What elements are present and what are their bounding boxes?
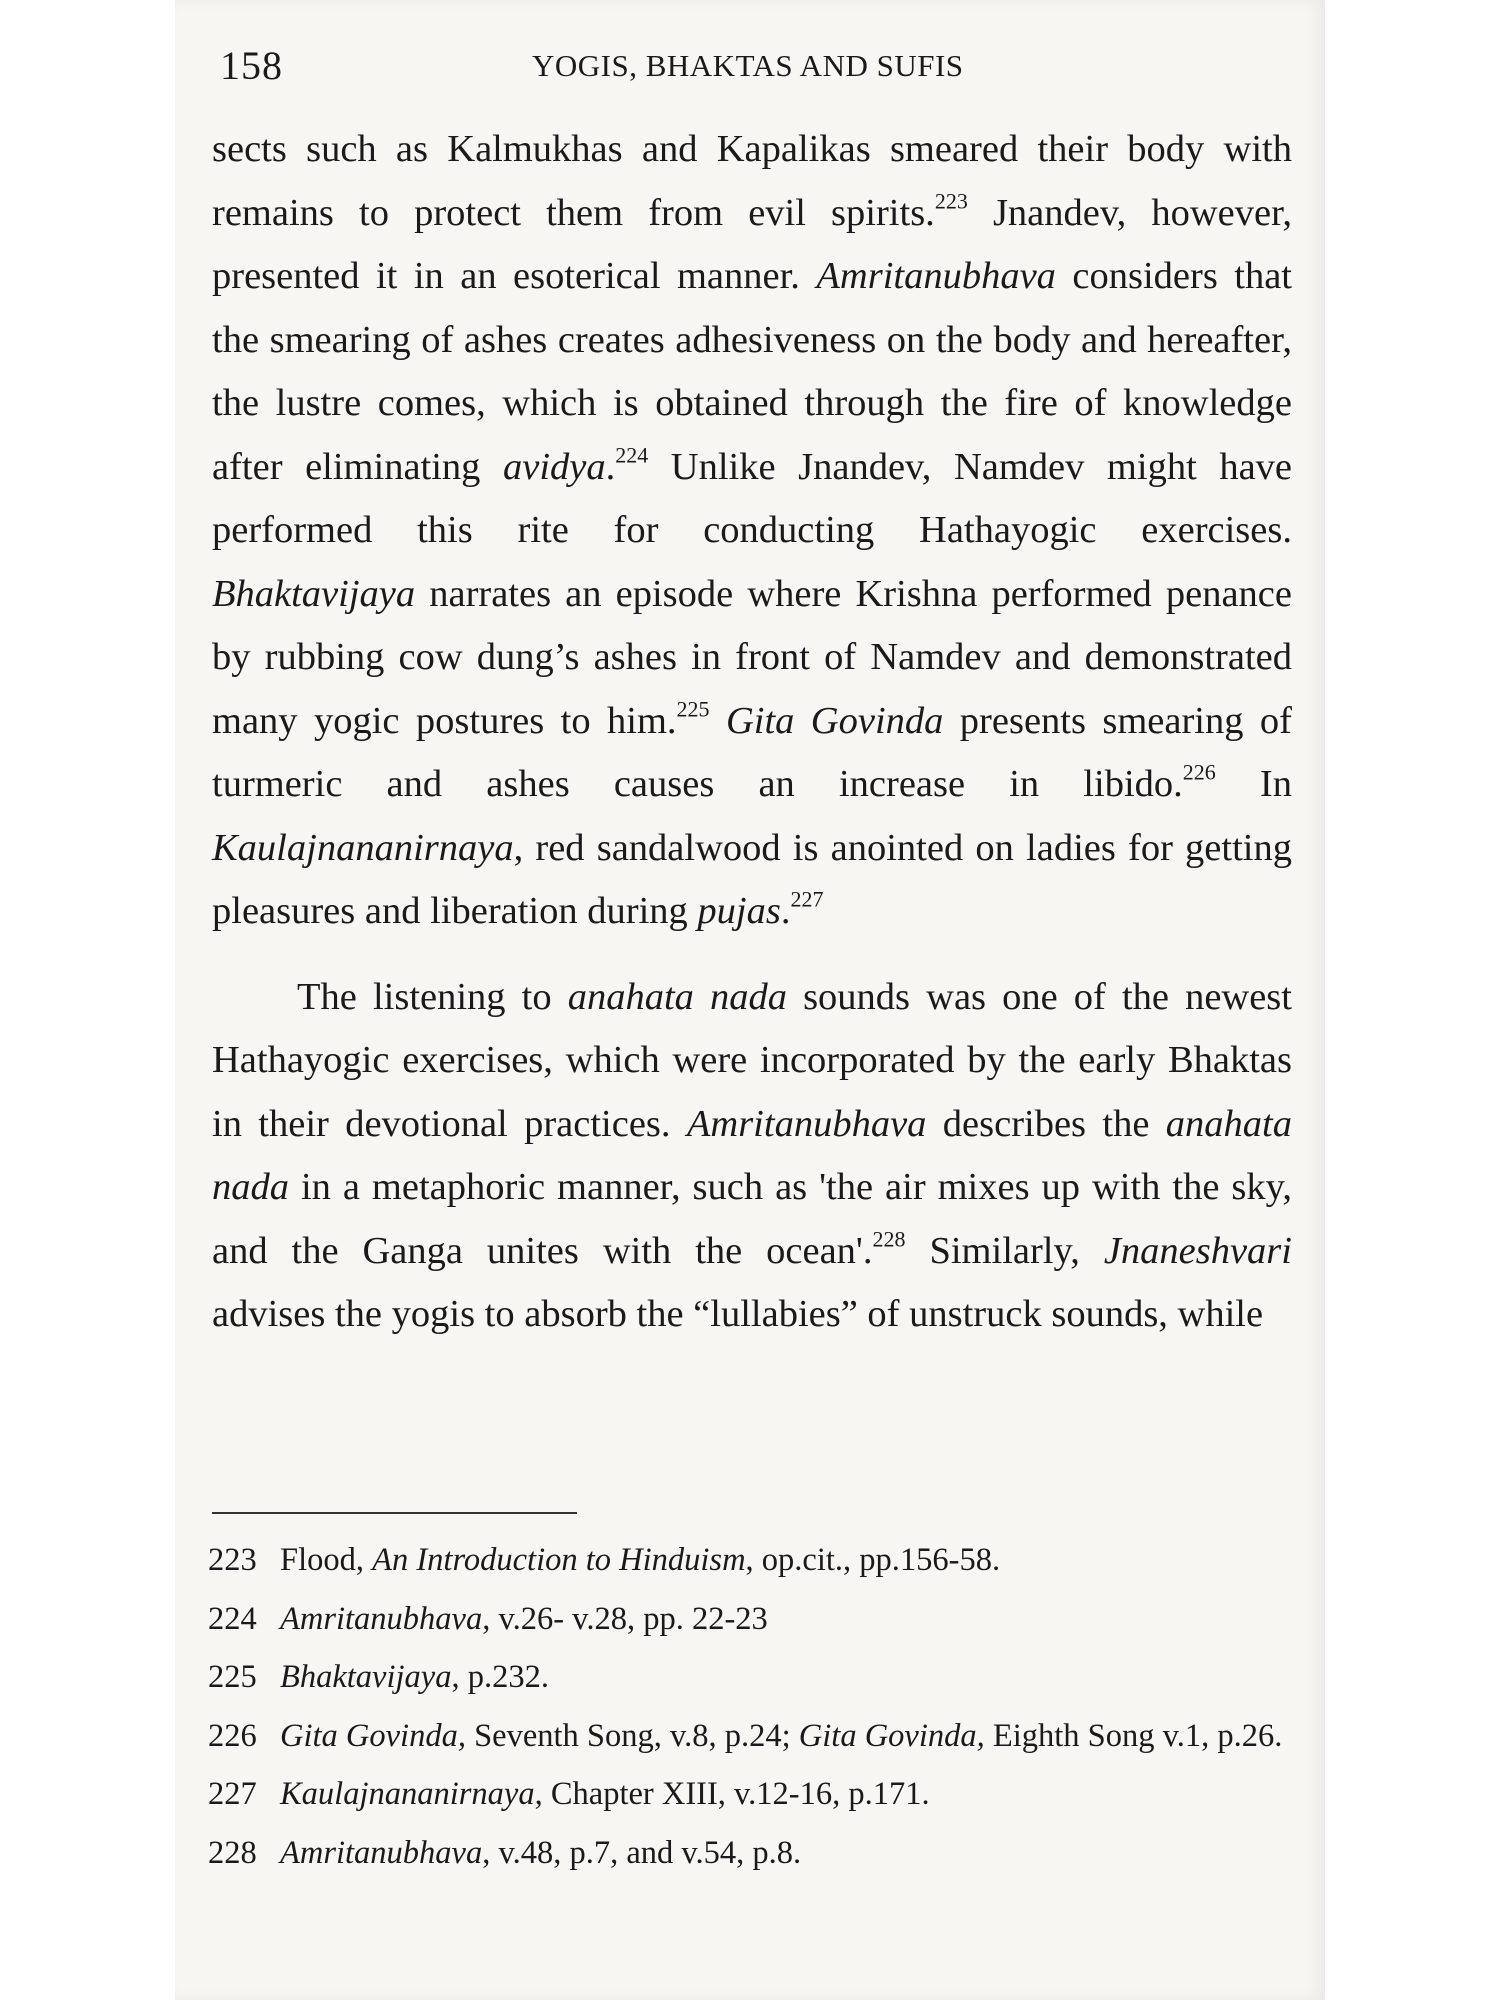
italic-term: Kaulajnananirnaya — [212, 826, 514, 869]
text-run: Similarly, — [905, 1229, 1104, 1272]
text-run: advises the yogis to absorb the “lullabies” of unstruck sounds, while — [212, 1293, 1264, 1335]
text-run: , op.cit., pp.156-58. — [745, 1542, 1001, 1578]
italic-term: anahata nada — [567, 975, 787, 1018]
italic-term: Amritanubhava — [686, 1102, 927, 1145]
footnote-text — [280, 1542, 1000, 1578]
text-run: . — [780, 890, 791, 932]
text-run: describes the — [926, 1102, 1166, 1145]
text-run: , v.26- v.28, pp. 22-23 — [482, 1600, 768, 1637]
page-header — [220, 42, 1300, 102]
footnote-text — [280, 1659, 549, 1695]
page-number: 158 — [220, 43, 283, 88]
body-text — [212, 118, 1292, 1347]
footnote-number: 225 — [208, 1659, 257, 1695]
italic-term: Amritanubhava — [816, 255, 1056, 297]
footnote-rule — [212, 1512, 577, 1514]
italic-term: anahata nada — [212, 1102, 1292, 1208]
footnotes — [208, 1538, 1298, 1889]
footnote-number: 224 — [208, 1600, 257, 1637]
text-run: The listening to — [297, 975, 568, 1018]
footnote-item — [208, 1597, 1298, 1641]
footnote-ref: 225 — [676, 696, 710, 721]
text-run: presents smearing of turmeric and ashes causes an increase in libido. — [212, 699, 1292, 805]
italic-term: pujas — [697, 890, 781, 932]
footnote-ref: 227 — [790, 886, 824, 912]
footnote-ref: 228 — [872, 1226, 906, 1251]
italic-term: Jnaneshvari — [1103, 1229, 1292, 1272]
footnote-text — [280, 1601, 768, 1637]
paragraph-1 — [212, 118, 1292, 944]
footnote-number: 228 — [208, 1834, 257, 1871]
italic-term: Kaulajnananirnaya — [280, 1776, 535, 1812]
text-run: Unlike Jnandev, Namdev might have performed this rite for conducting Hathayogic exercises. — [212, 445, 1293, 551]
footnote-number: 227 — [208, 1776, 257, 1812]
italic-term: Gita Govinda — [725, 699, 944, 742]
text-run: , p.232. — [451, 1659, 549, 1695]
italic-term: Bhaktavijaya — [280, 1659, 452, 1695]
text-run: considers that the smearing of ashes creates adhesiveness on the body and hereafter, the lustre comes, which is obtained through the fire of knowledge after eliminating — [212, 255, 1292, 488]
footnote-item — [208, 1831, 1298, 1875]
text-run: Eighth Song v.1, p.26. — [984, 1717, 1283, 1754]
footnote-ref: 224 — [615, 442, 649, 467]
text-run: Seventh Song, v.8, p.24; — [465, 1717, 799, 1754]
italic-term: An Introduction to Hinduism — [372, 1542, 746, 1578]
footnote-number: 226 — [208, 1717, 257, 1754]
italic-term: Gita Govinda, — [798, 1717, 985, 1754]
running-title: YOGIS, BHAKTAS AND SUFIS — [532, 48, 964, 83]
text-run: Jnandev, however, presented it in an esoterical manner. — [212, 191, 1292, 297]
text-run — [710, 700, 726, 742]
footnote-item — [208, 1538, 1298, 1582]
italic-term: avidya — [502, 445, 606, 488]
footnote-item — [208, 1714, 1298, 1758]
footnote-text — [280, 1776, 930, 1812]
text-run: , Chapter XIII, v.12-16, p.171. — [534, 1776, 930, 1812]
text-run: , red sandalwood is anointed on ladies for getting pleasures and liberation during — [212, 826, 1292, 932]
footnote-number: 223 — [208, 1542, 257, 1578]
footnote-ref: 226 — [1182, 759, 1216, 785]
text-run: , v.48, p.7, and v.54, p.8. — [482, 1834, 802, 1871]
paragraph-2 — [212, 966, 1292, 1347]
text-run: in a metaphoric manner, such as 'the air mixes up with the sky, and the Ganga unites with the ocean'. — [212, 1166, 1292, 1272]
text-run: . — [605, 445, 616, 488]
italic-term: Amritanubhava — [280, 1600, 483, 1637]
italic-term: Gita Govinda, — [280, 1717, 466, 1754]
text-run: sects such as Kalmukhas and Kapalikas smeared their body with remains to protect them from evil spirits. — [212, 128, 1292, 234]
footnote-item — [208, 1655, 1298, 1699]
text-run: narrates an episode where Krishna performed penance by rubbing cow dung’s ashes in front of Namdev and demonstrated many yogic postures to him. — [212, 572, 1292, 742]
text-run: sounds was one of the newest Hathayogic exercises, which were incorporated by the early Bhaktas in their devotional practices. — [212, 975, 1292, 1145]
footnote-item — [208, 1772, 1298, 1816]
footnote-text — [280, 1718, 1282, 1754]
italic-term: Bhaktavijaya — [212, 572, 416, 615]
text-run: Flood, — [280, 1542, 373, 1578]
italic-term: Amritanubhava — [280, 1834, 483, 1871]
text-run: In — [1215, 763, 1293, 805]
footnote-text — [280, 1835, 801, 1871]
footnote-ref: 223 — [934, 188, 968, 213]
